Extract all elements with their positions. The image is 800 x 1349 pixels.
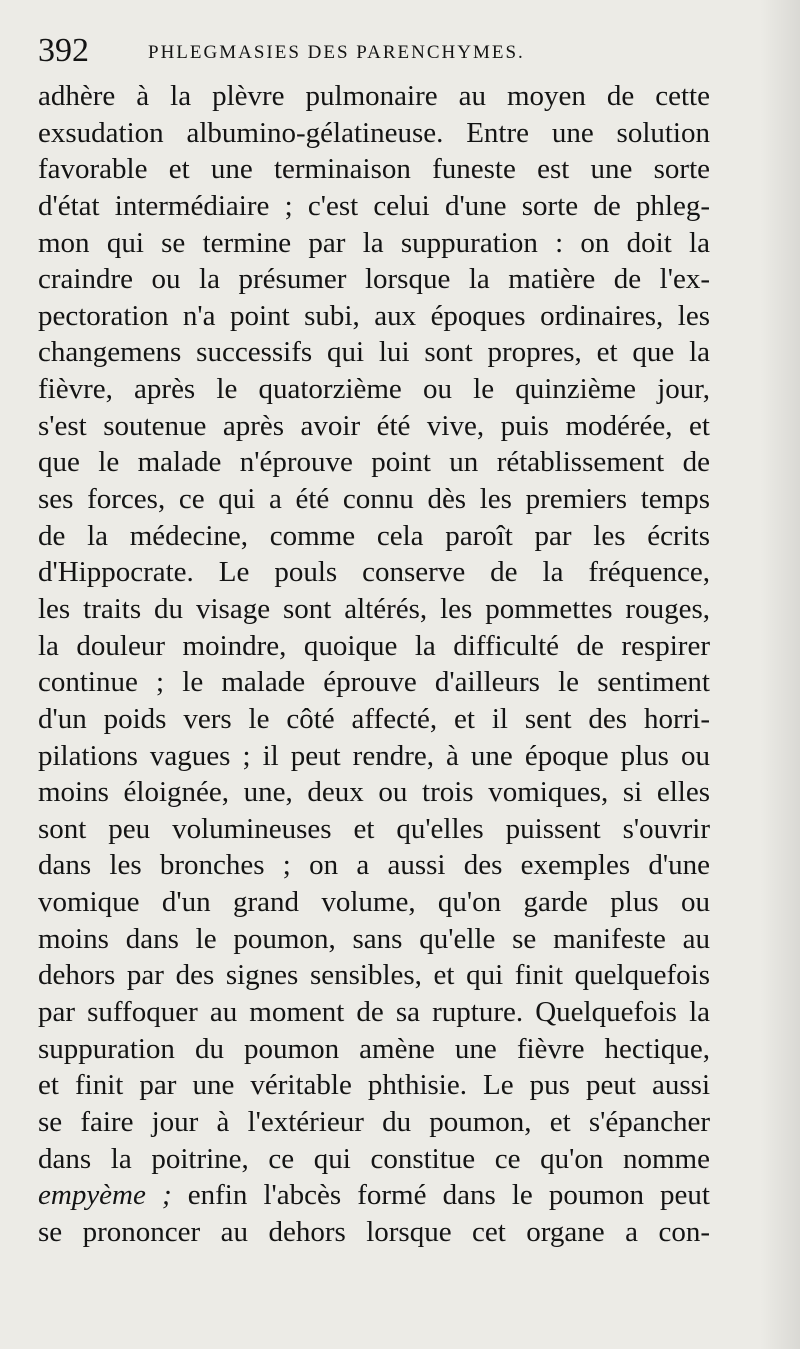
text-line: par suffoquer au moment de sa rupture. Quelquefois la: [38, 996, 710, 1029]
page-number: 392: [38, 32, 89, 69]
text-line: vomique d'un grand volume, qu'on garde plus ou: [38, 886, 710, 919]
text-line: la douleur moindre, quoique la difficulté de respirer: [38, 629, 710, 662]
italic-term: empyème ;: [38, 1179, 172, 1212]
text-line: ses forces, ce qui a été connu dès les premiers temps: [38, 483, 710, 516]
text-line: pilations vagues ; il peut rendre, à une époque plus ou: [38, 739, 710, 772]
running-head: PHLEGMASIES DES PARENCHYMES.: [148, 42, 525, 63]
page-edge-shadow: [760, 0, 800, 1349]
page-header: [38, 30, 758, 74]
text-line: les traits du visage sont altérés, les pommettes rouges,: [38, 592, 710, 625]
text-line: s'est soutenue après avoir été vive, puis modérée, et: [38, 409, 710, 442]
text-line: et finit par une véritable phthisie. Le pus peut aussi: [38, 1069, 710, 1102]
text-line: moins éloignée, une, deux ou trois vomiques, si elles: [38, 776, 710, 809]
text-line: de la médecine, comme cela paroît par les écrits: [38, 519, 710, 552]
text-line: moins dans le poumon, sans qu'elle se manifeste au: [38, 922, 710, 955]
text-line: changemens successifs qui lui sont propres, et que la: [38, 336, 710, 369]
text-line: sont peu volumineuses et qu'elles puissent s'ouvrir: [38, 812, 710, 845]
text-line-with-italic: empyème ; enfin l'abcès formé dans le poumon peut: [38, 1179, 710, 1212]
text-line: fièvre, après le quatorzième ou le quinzième jour,: [38, 373, 710, 406]
text-line: d'état intermédiaire ; c'est celui d'une sorte de phleg-: [38, 189, 710, 222]
text-line: d'Hippocrate. Le pouls conserve de la fréquence,: [38, 556, 710, 589]
text-line: d'un poids vers le côté affecté, et il sent des horri-: [38, 702, 710, 735]
text-line: exsudation albumino-gélatineuse. Entre une solution: [38, 116, 710, 149]
text-line: que le malade n'éprouve point un rétablissement de: [38, 446, 710, 479]
text-line: se prononcer au dehors lorsque cet organe a con-: [38, 1215, 710, 1248]
text-line: dans les bronches ; on a aussi des exemples d'une: [38, 849, 710, 882]
text-line: favorable et une terminaison funeste est une sorte: [38, 153, 710, 186]
text-line: continue ; le malade éprouve d'ailleurs le sentiment: [38, 666, 710, 699]
text-line: dehors par des signes sensibles, et qui finit quelquefois: [38, 959, 710, 992]
text-line: craindre ou la présumer lorsque la matière de l'ex-: [38, 263, 710, 296]
text-line: mon qui se termine par la suppuration : on doit la: [38, 226, 710, 259]
text-line: dans la poitrine, ce qui constitue ce qu'on nomme: [38, 1142, 710, 1175]
text-line: se faire jour à l'extérieur du poumon, et s'épancher: [38, 1105, 710, 1138]
text-line: suppuration du poumon amène une fièvre hectique,: [38, 1032, 710, 1065]
text-line: adhère à la plèvre pulmonaire au moyen de cette: [38, 80, 710, 112]
text-line: pectoration n'a point subi, aux époques ordinaires, les: [38, 299, 710, 332]
body-text: [38, 78, 710, 1251]
